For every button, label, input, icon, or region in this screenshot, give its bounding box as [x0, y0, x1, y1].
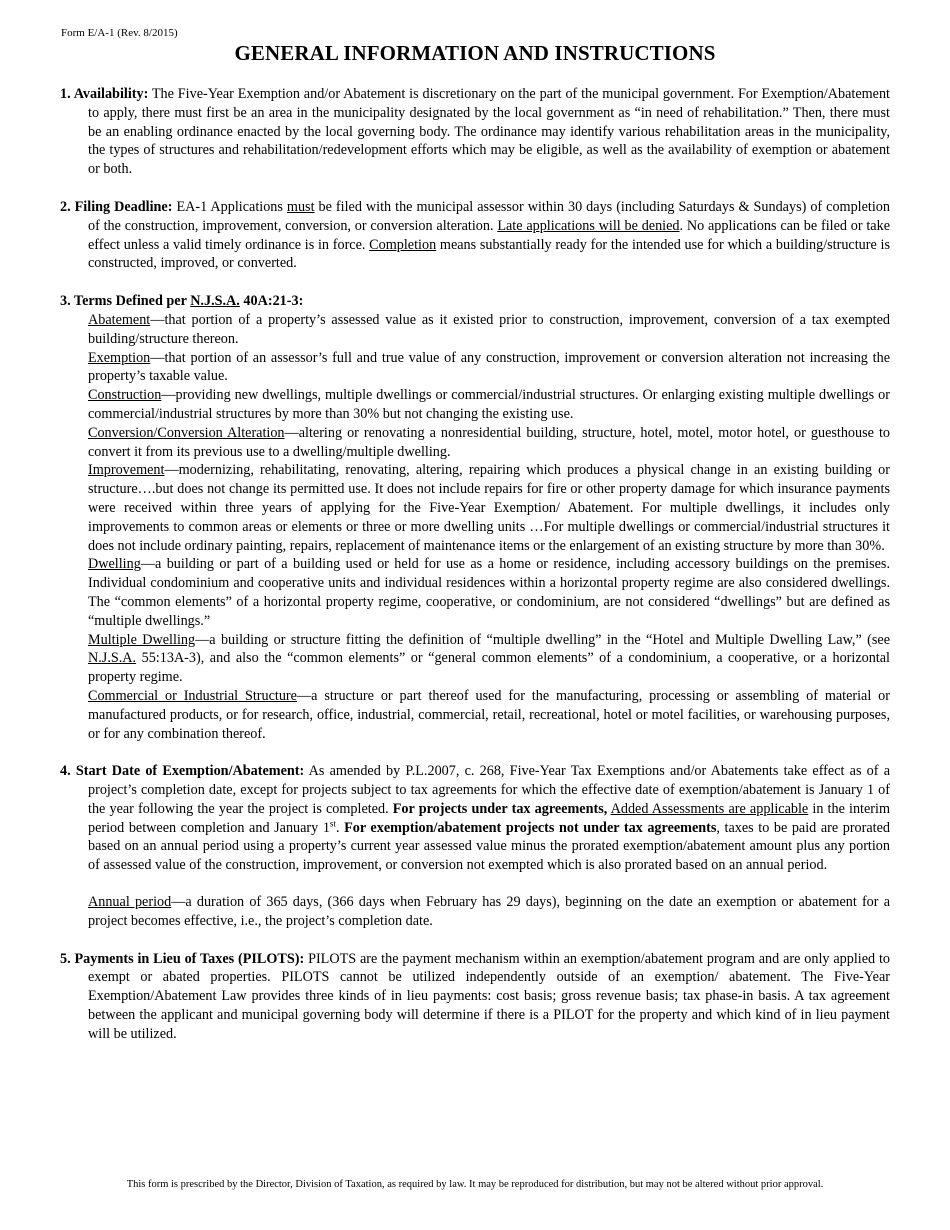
emphasis-late-applications: Late applications will be denied: [497, 217, 680, 234]
definition-annual-period: [60, 893, 890, 931]
section-text: means substantially ready for the intended use for which a building/structure is constructed, improved, or converted.: [88, 236, 890, 272]
heading-text: 40A:21-3:: [239, 293, 304, 310]
term-completion: Completion: [369, 236, 437, 253]
section-text: . No applications can be filed or take effect unless a valid timely ordinance is in force.: [88, 217, 890, 253]
term: Multiple Dwelling: [88, 631, 196, 648]
definition-dwelling: [60, 555, 890, 630]
definition: —providing new dwellings, multiple dwellings or commercial/industrial structures. Or enlarging existing multiple dwellings or commercial/industrial structures by more than 30% but not changing the existing use.: [88, 387, 890, 422]
heading-text: 3. Terms Defined per: [60, 293, 191, 310]
term: Dwelling: [88, 556, 141, 573]
definition: —that portion of an assessor’s full and true value of any construction, improvement or conversion alteration not increasing the property’s taxable value.: [88, 349, 890, 385]
statute-reference: N.J.S.A.: [88, 650, 137, 667]
term: Conversion/Conversion Alteration: [88, 424, 285, 441]
section-filing-deadline: [60, 198, 890, 273]
emphasis-added-assessments: Added Assessments are applicable: [610, 800, 809, 817]
section-heading: 4. Start Date of Exemption/Abatement:: [60, 763, 305, 780]
section-heading: [60, 292, 890, 311]
section-text: EA-1 Applications: [172, 198, 287, 215]
section-text: PILOTS are the payment mechanism within an exemption/abatement program and are only applied to exempt or abated properties. PILOTS cannot be utilized independently outside of an exemption/ abatement. The Five-Year Exemption/Abatement Law provides three kinds of in lieu payments: cost basis; gross revenue basis; tax phase-in basis. A tax agreement between the applicant and municipal governing body will determine if there is a PILOT for the property and which kind of in lieu payment will be utilized.: [88, 950, 890, 1042]
term: Abatement: [88, 311, 151, 328]
statute-reference: N.J.S.A.: [190, 293, 240, 310]
emphasis: For projects under tax agreements,: [392, 800, 608, 817]
instructions-body: [60, 85, 890, 1044]
term: Construction: [88, 387, 162, 404]
section-pilots: [60, 950, 890, 1044]
emphasis: For exemption/abatement projects not under tax agreements: [344, 819, 717, 836]
term: Commercial or Industrial Structure: [88, 687, 297, 704]
section-text: The Five-Year Exemption and/or Abatement is discretionary on the part of the municipal government. For Exemption/Abatement to apply, there must first be an area in the municipality designated by the local government as “in need of rehabilitation.” Then, there must be an enabling ordinance enacted by the local governing body. The ordinance may identify various rehabilitation areas in the municipality, the types of structures and rehabilitation/redevelopment efforts which may be eligible, as well as the availability of exemption or abatement or both.: [88, 86, 890, 178]
section-text: .: [335, 819, 345, 836]
definition-commercial-structure: [60, 687, 890, 743]
definition: 55:13A-3), and also the “common elements” or “general common elements” of a condominium, a cooperative, or a horizontal property regime.: [88, 650, 890, 686]
term: Exemption: [88, 349, 151, 366]
definition: —a structure or part thereof used for the manufacturing, processing or assembling of material or manufactured products, or for research, office, industrial, commercial, retail, recreational, hotel or motel facilities, or warehousing purposes, or for any combination thereof.: [88, 687, 890, 742]
form-id: Form E/A-1 (Rev. 8/2015): [61, 27, 178, 39]
section-terms-defined: [60, 292, 890, 743]
definition: —that portion of a property’s assessed value as it existed prior to construction, improvement, conversion of a tax exempted building/structure thereon.: [88, 311, 890, 347]
footer-note: This form is prescribed by the Director, Division of Taxation, as required by law. It may be reproduced for distribution, but may not be altered without prior approval.: [126, 1179, 824, 1190]
definition-conversion: [60, 424, 890, 462]
section-start-date: [60, 762, 890, 875]
section-text: , taxes to be paid are prorated based on an annual period using a property’s current year assessed value minus the prorated exemption/abatement amount plus any portion of assessed value of the construction, improvement, or conversion not exempted which is also prorated based on an annual period.: [88, 819, 891, 874]
page-title: GENERAL INFORMATION AND INSTRUCTIONS: [234, 41, 716, 65]
section-heading: 1. Availability:: [60, 86, 149, 102]
definition: —altering or renovating a nonresidential building, structure, hotel, motel, motor hotel, or guesthouse to convert it from its previous use to a dwelling/multiple dwelling.: [88, 424, 890, 460]
term: Annual period: [88, 894, 172, 911]
section-heading: 5. Payments in Lieu of Taxes (PILOTS):: [60, 950, 305, 967]
section-text: As amended by P.L.2007, c. 268, Five-Year Tax Exemptions and/or Abatements take effect as of a project’s completion date, except for projects subject to tax agreements for which the effective date of exemption/abatement is January 1 of the year following the year the project is completed.: [88, 763, 890, 817]
definition-improvement: [60, 461, 890, 555]
section-heading: 2. Filing Deadline:: [60, 198, 173, 215]
emphasis-must: must: [286, 198, 315, 215]
definition: —a building or part of a building used or held for use as a home or residence, including accessory buildings on the premises. Individual condominium and cooperative units and individual residences within a horizontal property regime are also considered dwellings. The “common elements” of a horizontal property regime, cooperative, or condominium, are not considered “dwellings” but are defined as “multiple dwellings.”: [88, 556, 890, 629]
definition-abatement: [60, 311, 890, 349]
section-text: be filed with the municipal assessor within 30 days (including Saturdays & Sundays) of completion of the construction, improvement, conversion, or conversion alteration.: [88, 198, 890, 234]
section-text: in the interim period between completion and January 1: [88, 800, 891, 836]
definition-construction: [60, 386, 890, 424]
section-availability: [60, 85, 890, 179]
definition: —a duration of 365 days, (366 days when February has 29 days), beginning on the date an exemption or abatement for a project becomes effective, i.e., the project’s completion date.: [88, 894, 890, 929]
ordinal-suffix: st: [329, 817, 336, 828]
term: Improvement: [88, 462, 165, 479]
definition: —modernizing, rehabilitating, renovating, altering, repairing which produces a physical change in an existing building or structure….but does not change its permitted use. It does not include repairs for fire or other property damage for which insurance payments were received within three years of applying for the Five-Year Exemption/ Abatement. For multiple dwellings, it includes only improvements to common areas or elements or three or more dwelling units …For multiple dwellings or commercial/industrial structures it does not include ordinary painting, repairs, replacement of maintenance items or the enlargement of an existing structure by more than 30%.: [88, 462, 890, 554]
definition-exemption: [60, 349, 890, 387]
definition-multiple-dwelling: [60, 631, 890, 687]
definition: —a building or structure fitting the definition of “multiple dwelling” in the “Hotel and Multiple Dwelling Law,” (see: [195, 631, 890, 648]
